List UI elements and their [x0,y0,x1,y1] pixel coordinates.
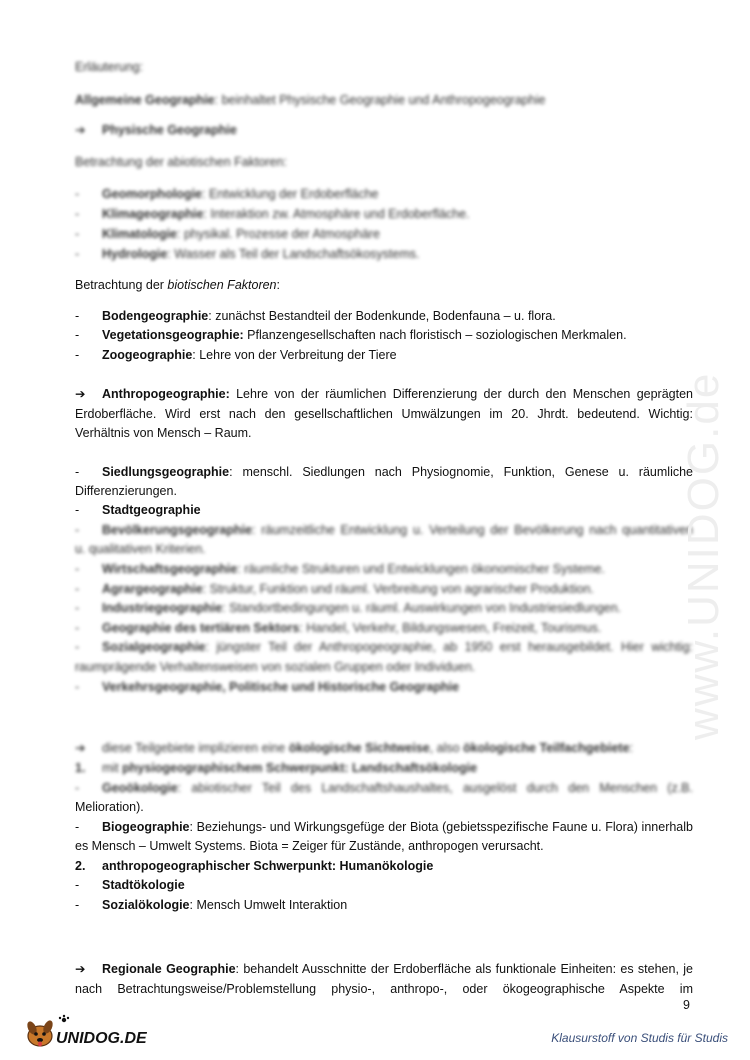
list-item: - Sozialökologie: Mensch Umwelt Interaktion [75,898,348,912]
dog-icon [25,1019,54,1047]
heading-erlaeuterung: Erläuterung: [75,60,144,74]
list-item-cont: u. qualitativen Kriterien. [75,542,206,556]
list-item: - Agrargeographie: Struktur, Funktion und räuml. Verbreitung von agrarischer Produktion. [75,582,594,596]
logo-text: UNIDOG.DE [56,1030,147,1047]
list-item: - Bevölkerungsgeographie: räumzeitliche Entwicklung u. Verteilung der Bevölkerung nach quantitativen [75,523,693,537]
oeko-line: ➔ diese Teilgebiete implizieren eine ökologische Sichtweise, also ökologische Teilfachgebiete: [75,741,634,755]
physische-line: ➔ Physische Geographie [75,123,237,137]
list-item: - Geoökologie: abiotischer Teil des Landschaftshaushaltes, ausgelöst durch den Menschen (z.B. [75,781,693,795]
unidog-logo [22,1012,162,1052]
biogeo-line-1: - Biogeographie: Beziehungs- und Wirkungsgefüge der Biota (gebietsspezifische Faune u. Flora) innerhalb [75,820,693,834]
watermark-text: www.UNIDOG.de [679,371,728,740]
numbered-item-1: 1. mit physiogeographischem Schwerpunkt: Landschaftsökologie [75,761,478,775]
siedl-line-1: - Siedlungsgeographie: menschl. Siedlungen nach Physiognomie, Funktion, Genese u. räumliche [75,465,693,479]
page-number: 9 [683,998,690,1012]
list-item: - Zoogeographie: Lehre von der Verbreitung der Tiere [75,348,397,362]
anthro-line-2: Erdoberfläche. Wird erst nach den gesellschaftlichen Umwälzungen im 20. Jhrdt. bedeutend. Wichtig: [75,407,693,421]
numbered-item-2: 2. anthropogeographischer Schwerpunkt: Humanökologie [75,859,434,873]
abiotisch-line: Betrachtung der abiotischen Faktoren: [75,155,287,169]
biotisch-line: Betrachtung der biotischen Faktoren: [75,278,280,292]
anthro-line-3: Verhältnis von Mensch – Raum. [75,426,252,440]
list-item: - Geomorphologie: Entwicklung der Erdoberfläche [75,187,379,201]
list-item: - Industriegeographie: Standortbedingungen u. räuml. Auswirkungen von Industriesiedlungen. [75,601,622,615]
paw-icon [59,1015,69,1022]
allgemeine-line: Allgemeine Geographie: beinhaltet Physische Geographie und Anthropogeographie [75,93,546,107]
regional-line-1: ➔ Regionale Geographie: behandelt Ausschnitte der Erdoberfläche als funktionale Einheiten: es stehen, je [75,962,693,976]
list-item: - Klimageographie: Interaktion zw. Atmosphäre und Erdoberfläche. [75,207,470,221]
list-item: - Stadtgeographie [75,503,201,517]
list-item: - Wirtschaftsgeographie: räumliche Strukturen und Entwicklungen ökonomischer Systeme. [75,562,605,576]
list-item: - Verkehrsgeographie, Politische und Historische Geographie [75,680,460,694]
watermark [640,280,750,750]
list-item: - Stadtökologie [75,878,185,892]
list-item: - Geographie des tertiären Sektors: Handel, Verkehr, Bildungswesen, Freizeit, Tourismus. [75,621,602,635]
list-item: - Hydrologie: Wasser als Teil der Landschaftsökosystems. [75,247,420,261]
list-item-cont: raumprägende Verhaltensweisen von sozialen Gruppen oder Individuen. [75,660,476,674]
list-item: - Klimatologie: physikal. Prozesse der Atmosphäre [75,227,380,241]
siedl-line-2: Differenzierungen. [75,484,177,498]
list-item: - Bodengeographie: zunächst Bestandteil der Bodenkunde, Bodenfauna – u. flora. [75,309,556,323]
anthro-line-1: ➔ Anthropogeographie: Lehre von der räumlichen Differenzierung der durch den Menschen geprägten [75,387,693,401]
list-item: - Sozialgeographie: jüngster Teil der Anthropogeographie, ab 1950 erst herausgebildet. Hier wichtig: [75,640,693,654]
regional-line-2: nach Betrachtungsweise/Problemstellung physio-, anthropo-, oder ökogeographische Aspekte im [75,982,693,996]
melioration-line: Melioration). [75,800,144,814]
list-item: - Vegetationsgeographie: Pflanzengesellschaften nach floristisch – soziologischen Merkmalen. [75,328,627,342]
biogeo-line-2: es Mensch – Umwelt Systems. Biota = Zeiger für Zustände, anthropogen verursacht. [75,839,544,853]
footer-tagline: Klausurstoff von Studis für Studis [551,1031,728,1045]
